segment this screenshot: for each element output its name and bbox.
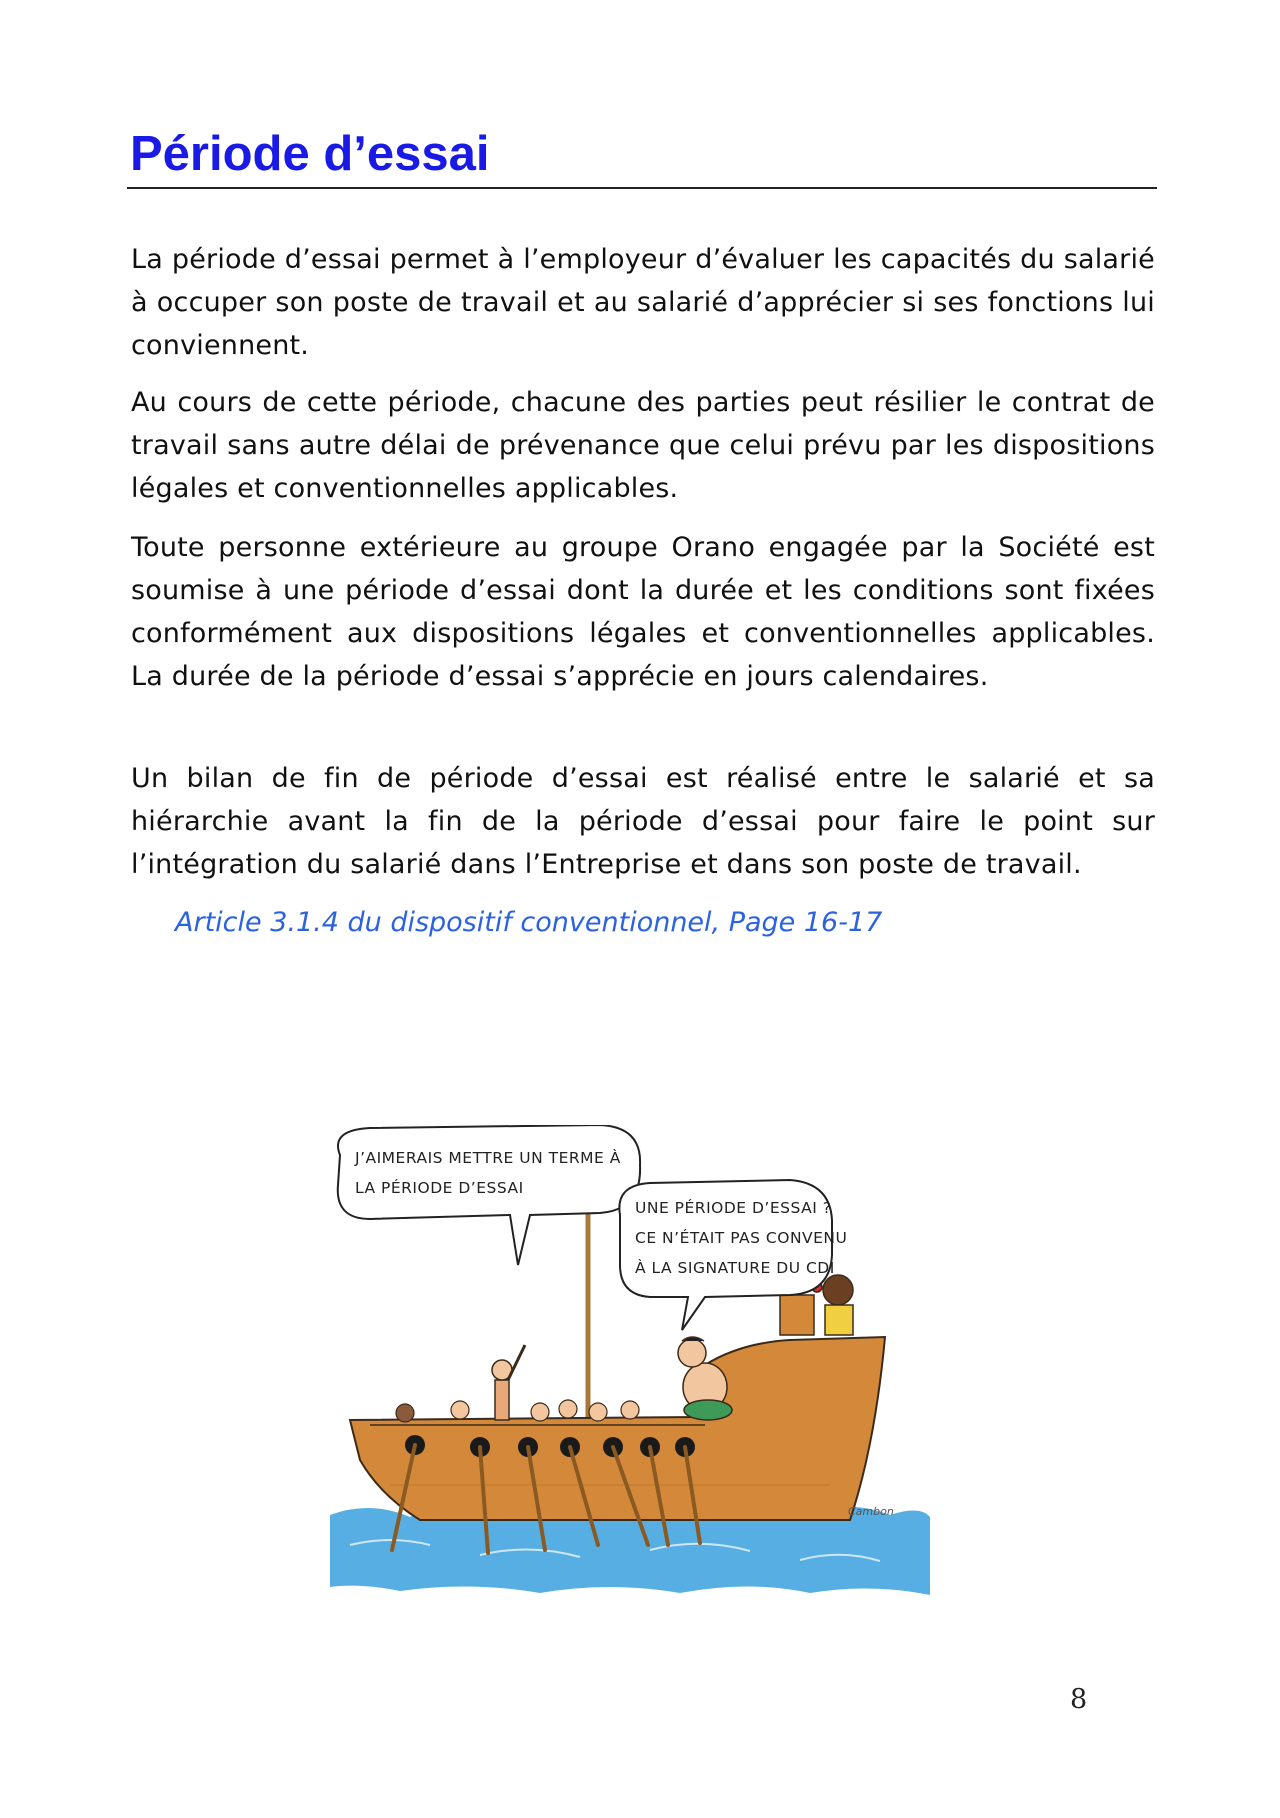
speech-text-left-line2: LA PÉRIODE D’ESSAI [355,1179,524,1197]
speech-text-right-line3: À LA SIGNATURE DU CDI [635,1259,835,1277]
page-title: Période d’essai [130,127,490,181]
paragraph-trial-purpose: La période d’essai permet à l’employeur d’évaluer les capacités du salarié à occuper son poste de travail et au salarié d’apprécier si ses fonctions lui conviennent. [131,244,1155,361]
title-underline [127,187,1157,189]
artist-signature: Cambon [848,1505,894,1518]
speech-text-right-line1: UNE PÉRIODE D’ESSAI ? [635,1199,832,1217]
article-reference: Article 3.1.4 du dispositif conventionnel, Page 16-17 [175,907,883,938]
boat-hull [350,1337,885,1520]
boat-cartoon-illustration [330,1125,950,1600]
paragraph-end-review: Un bilan de fin de période d’essai est réalisé entre le salarié et sa hiérarchie avant la fin de la période d’essai pour faire le point sur l’intégration du salarié dans l’Entreprise et dans son poste de travail. [131,763,1155,880]
paragraph-termination: Au cours de cette période, chacune des parties peut résilier le contrat de travail sans autre délai de prévenance que celui prévu par les dispositions légales et conventionnelles applicables. [131,387,1155,504]
paragraph-external-hire: Toute personne extérieure au groupe Orano engagée par la Société est soumise à une période d’essai dont la durée et les conditions sont fixées conformément aux dispositions légales et conventionnelles applicables. La durée de la période d’essai s’apprécie en jours calendaires. [131,532,1155,692]
speech-text-left-line1: J’AIMERAIS METTRE UN TERME À [355,1149,621,1167]
page-number: 8 [1070,1684,1088,1715]
captain [678,1337,732,1420]
standing-rower [492,1345,525,1420]
speech-text-right-line2: CE N’ÉTAIT PAS CONVENU [635,1229,848,1247]
